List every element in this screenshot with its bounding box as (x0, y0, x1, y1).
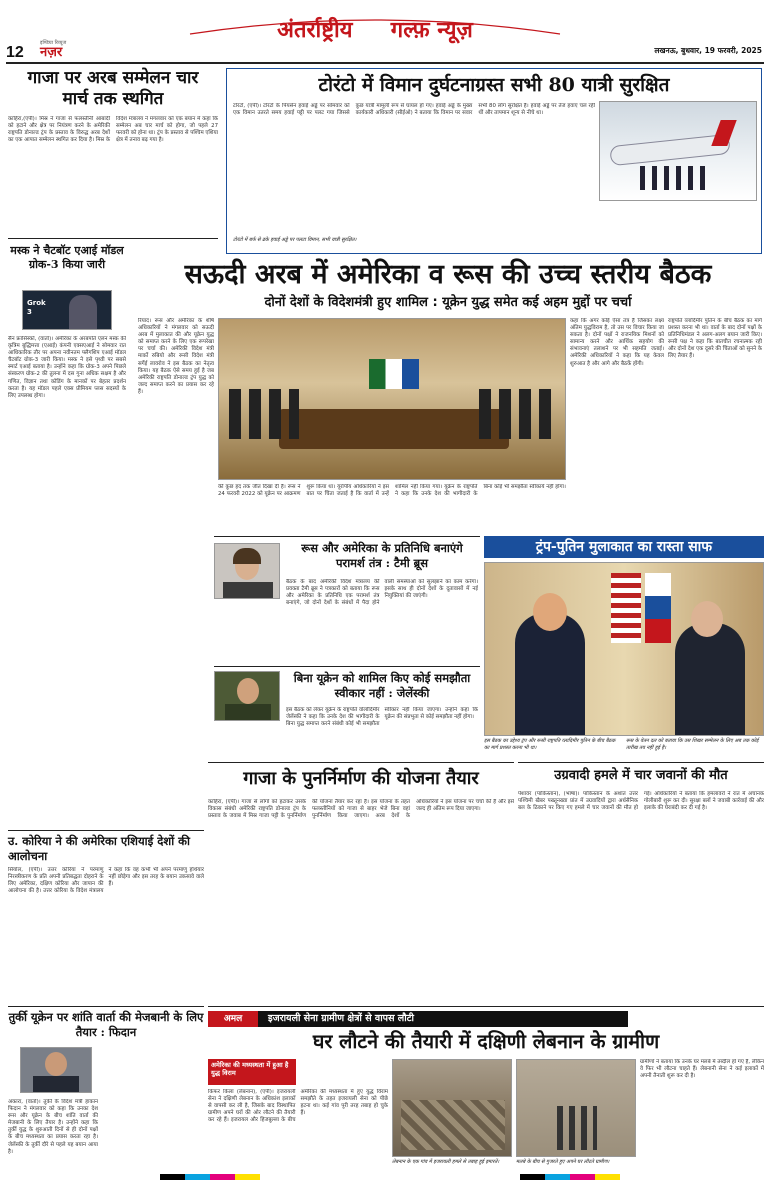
story-body: अंकारा, (वार्ता)। तुर्की के विदेश मंत्री हाकान फिदान ने मंगलवार को कहा कि उनका देश रूस और यूक्रेन के बीच शांति वार्ता की मेजबानी के लिए तैयार है। उन्होंने कहा कि तुर्की युद्ध के शुरुआती दिनों से ही दोनों पक्षों के बीच मध्यस्थता का प्रयास करता रहा है। जेलेंस्की के तुर्की दौरे से पहले यह बयान आया है। (8, 1099, 98, 1155)
brand-small: इण्डिया रिव्यूज (40, 40, 67, 46)
story-consult (214, 536, 480, 664)
story-trump-putin (484, 536, 764, 758)
story-body-1: रियाद। रूस और अमेरिका के शीर्ष अधिकारियों ने मंगलवार को सऊदी अरब में मुलाकात की और यूक्रेन युद्ध को समाप्त करने के लिए एक रूपरेखा पर चर्चा की। अमेरिकी विदेश मंत्री मार्को रुबियो और रूसी विदेश मंत्री सर्गेई लावरोव ने इस बैठक का नेतृत्व किया। यह बैठक ऐसे समय हुई है जब अमेरिकी राष्ट्रपति डोनाल्ड ट्रंप युद्ध को जल्द समाप्त करने का प्रयास कर रहे हैं। (138, 318, 214, 395)
story-toronto[interactable] (226, 68, 762, 254)
delegates-right (479, 389, 559, 439)
rescuers (640, 166, 710, 190)
caption-left: इस बैठक का उद्देश्य ट्रंप और रूसी राष्ट्रपति व्लादिमीर पुतिन के बीच बैठक का मार्ग प्रशस्त करना भी था। (484, 738, 616, 751)
dateline: लखनऊ, बुधवार, 19 फरवरी, 2025 (654, 46, 762, 55)
putin-face (691, 601, 723, 637)
plane-tail (711, 120, 736, 146)
story-pakistan (518, 762, 764, 1002)
story-body: इस बैठक को लेकर यूक्रेन के राष्ट्रपति वोलोदिमीर जेलेंस्की ने कहा कि उनके देश की भागीदारी के बिना युद्ध समाप्त करने संबंधी कोई भी समझौता स्वीकार नहीं किया जाएगा। उन्होंने कहा कि यूक्रेन की संप्रभुता से कोई समझौता नहीं होगा। (286, 707, 478, 728)
story-body: बैठक के बाद अमेरिकी विदेश मंत्रालय की प्रवक्ता टैमी ब्रूस ने पत्रकारों को बताया कि रूस और अमेरिका के प्रतिनिधि एक परामर्श तंत्र बनाएंगे, जो दोनों देशों के संबंधों में पैदा होने वाली समस्याओं को सुलझाने का काम करेगा। इसके साथ ही दोनों देशों के दूतावासों में नई नियुक्तियां की जाएंगी। (286, 579, 478, 607)
brand-name: नज़र (40, 45, 63, 60)
kicker-badge: अमल (208, 1011, 258, 1027)
suit (223, 582, 273, 599)
flags (369, 359, 419, 389)
us-flag (611, 573, 641, 643)
grok-label: Grok 3 (27, 299, 46, 316)
color-registration-left (160, 1174, 260, 1180)
headline: घर लौटने की तैयारी में दक्षिणी लेबनान के ग्रामीण (312, 1030, 660, 1053)
photo-person (69, 295, 97, 330)
story-body: काहिरा, (एपी)। गाजा से लोगों को हटाकर उसके विकास संबंधी अमेरिकी राष्ट्रपति डोनाल्ड ट्रंप के प्रस्ताव के जवाब में मिस्र गाजा पट्टी के पुनर्निर्माण की योजना तैयार कर रहा है। इस योजना के तहत फलस्तीनियों को गाजा से बाहर भेजे बिना वहां पुनर्निर्माण किया जाएगा। अरब देशों के अधिकारियों ने इस योजना पर चर्चा की है और इसे जल्द ही अंतिम रूप दिया जाएगा। (208, 799, 514, 820)
story-body-2: की कुछ हद तक जीत दिखा दी है। रूस ने 24 फरवरी 2022 को यूक्रेन पर आक्रमण शुरू किया था। यूरोपीय अधिकारियों ने इस बात पर चिंता जताई है कि वार्ता में उन्हें शामिल नहीं किया गया। यूक्रेन के राष्ट्रपति ने कहा कि उनके देश की भागीदारी के बिना कोई भी समझौता स्वीकार्य नहीं होगा। (218, 484, 566, 498)
story-saudi (132, 258, 764, 538)
headline-band (484, 536, 764, 558)
headline: गाजा पर अरब सम्मेलन चार मार्च तक स्थगित (27, 68, 199, 109)
hair (233, 548, 261, 564)
masthead-rule (6, 62, 764, 64)
headline: सऊदी अरब में अमेरिका व रूस की उच्च स्तरीय बैठक (184, 259, 712, 290)
story-body: सियोल, (एपी)। उत्तर कोरिया ने परमाणु निरस्त्रीकरण के प्रति अपनी प्रतिबद्धता दोहराने के लिए अमेरिका, दक्षिण कोरिया और जापान की आलोचना की है। उत्तर कोरिया के विदेश मंत्रालय ने कहा कि वह कभी भी अपने परमाणु हथियार नहीं छोड़ेगा और इस तरह के बयान उकसावे वाले हैं। (8, 867, 204, 895)
face (45, 1052, 67, 1076)
section-title: अंतर्राष्ट्रीय गल्फ़ न्यूज़ (277, 17, 473, 43)
saudi-meeting-photo (218, 318, 566, 480)
story-korea (8, 830, 204, 1002)
story-body-2 (102, 1047, 204, 1171)
lebanon-photo-1 (392, 1059, 512, 1157)
section-banner (180, 12, 570, 44)
trump-face (533, 593, 567, 631)
story-body-right (599, 205, 757, 249)
brand-logo (40, 40, 95, 62)
story-zelensky (214, 666, 480, 758)
shirt (225, 704, 271, 721)
color-registration-right (520, 1174, 620, 1180)
story-body-2: ग्रामीणों ने बताया कि उनके घर मलबे में तब्दील हो गए हैं, लेकिन वे फिर भी लौटना चाहते हैं। लेबनानी सेना ने कई इलाकों में अपनी तैनाती शुरू कर दी है। (640, 1059, 764, 1080)
divider (8, 238, 218, 239)
subheadline: दोनों देशों के विदेशमंत्री हुए शामिल : यूक्रेन युद्ध समेत कई अहम मुद्दों पर चर्चा (264, 295, 632, 310)
zelensky-photo (214, 671, 280, 721)
walkers (557, 1106, 597, 1150)
story-body: काहिरा,(एपी)। मिस्र ने गाजा से फलस्तीनी आबादी को हटाने और क्षेत्र पर नियंत्रण करने के अमेरिकी राष्ट्रपति डोनाल्ड ट्रंप के प्रस्ताव के विरुद्ध अरब देशों का एक आपात सम्मेलन स्थगित कर दिया है। मिस्र के विदेश मंत्रालय ने मंगलवार को एक बयान में कहा कि सम्मेलन अब चार मार्च को होगा, जो पहले 27 फरवरी को होना था। ट्रंप के प्रस्ताव से पश्चिम एशिया क्षेत्र में तनाव बढ़ गया है। (8, 116, 218, 144)
rubble (401, 1100, 505, 1150)
trump-putin-photo (484, 562, 764, 736)
face (237, 678, 259, 704)
baerbock-photo (214, 543, 280, 599)
headline: उग्रवादी हमले में चार जवानों की मौत (554, 768, 728, 783)
fidan-photo (20, 1047, 92, 1093)
story-body-3: कहा कि अगर कोई ऐसा तंत्र है जिसका लक्ष्य अंतिम युद्धविराम है, तो उस पर विचार किया जा सकता है। दोनों पक्षों ने राजनयिक मिशनों को सामान्य करने और आर्थिक सहयोग की संभावनाएं तलाशने पर भी सहमति जताई। अमेरिकी अधिकारियों ने कहा कि यह केवल शुरुआत है और आगे और बैठकें होंगी। (570, 318, 664, 367)
toronto-photo (599, 101, 757, 201)
lebanon-caption-1: लेबनान के एक गांव में इजरायली हमले से तबाह हुई इमारतें। (392, 1159, 500, 1165)
suit (33, 1076, 79, 1093)
headline: ट्रंप-पुतिन मुलाकात का रास्ता साफ (535, 539, 713, 555)
headline: बिना यूक्रेन को शामिल किए कोई समझौता स्वीकार नहीं : जेलेंस्की (293, 671, 471, 700)
masthead (0, 0, 770, 62)
story-body-4: राष्ट्रपति व्लादिमीर पुतिन के बीच बैठक का मार्ग प्रशस्त करना भी था। वार्ता के बाद दोनों पक्षों के प्रतिनिधिमंडल ने अलग-अलग बयान जारी किए। रूसी पक्ष ने कहा कि बातचीत रचनात्मक रही और दोनों देश एक दूसरे की चिंताओं को सुनने के लिए तैयार हैं। (668, 318, 762, 360)
story-grok (8, 244, 126, 830)
sidebar-title: अमेरिका की मध्यस्थता में हुआ है युद्ध विराम (211, 1061, 289, 1077)
story-body: सैन फ्रांसिस्को, (वार्ता)। अमेरिका के अरबपति एलन मस्क की कृत्रिम बुद्धिमत्ता (एआई) कंपनी एक्सएआई ने सोमवार रात आधिकारिक तौर पर अपना नवीनतम फ्लैगशिप एआई मॉडल चैटबॉट ग्रोक-3 जारी किया। मस्क ने इसे पृथ्वी पर सबसे स्मार्ट एआई बताया है। उन्होंने कहा कि ग्रोक-3 अपने पिछले संस्करण ग्रोक-2 की तुलना में दस गुना अधिक सक्षम है और गणित, विज्ञान तथा कोडिंग के मानकों पर बेहतर प्रदर्शन करता है। यह मॉडल पहले एक्स प्रीमियम प्लस सदस्यों के लिए उपलब्ध होगा। (8, 336, 126, 399)
lebanon-photo-2 (516, 1059, 636, 1157)
story-body: टोरंटो, (एपी)। टोरंटो के पियर्सन हवाई अड्डे पर सोमवार को एक विमान उतरते समय हवाई पट्टी पर पलट गया जिससे कुछ यात्री मामूली रूप से घायल हो गए। हवाई अड्डे के मुख्य कार्यकारी अधिकारी (सीईओ) ने बताया कि विमान पर सवार सभी 80 लोग सुरक्षित हैं। हवाई अड्डे पर तेज हवाएं चल रही थीं और तापमान शून्य से नीचे था। (233, 103, 595, 117)
caption-right: रूस के वेतन दल को बताया कि उस शिखर सम्मेलन के लिए अब तक कोई तारीख तय नहीं हुई है। (626, 738, 759, 751)
putin-figure (675, 623, 745, 736)
overline: इजरायली सेना ग्रामीण क्षेत्रों से वापस लौटी (268, 1013, 414, 1024)
headline: रूस और अमेरिका के प्रतिनिधि बनाएंगे परामर्श तंत्र : टैमी ब्रूस (301, 541, 463, 570)
story-lebanon (208, 1006, 764, 1172)
headline: गाजा के पुनर्निर्माण की योजना तैयार (243, 768, 479, 789)
trump-figure (515, 613, 585, 736)
ru-flag (645, 573, 671, 643)
sidebar-box (208, 1059, 296, 1085)
story-turkey (8, 1006, 204, 1172)
story-gaza-arab (8, 68, 218, 234)
plane-body (609, 134, 730, 166)
headline: मस्क ने चैटबॉट एआई मॉडल ग्रोक-3 किया जारी (10, 244, 124, 271)
headline: टोरंटो में विमान दुर्घटनाग्रस्त सभी 80 यात्री सुरक्षित (318, 74, 670, 96)
page-number: 12 (6, 44, 24, 61)
grok-photo (22, 290, 112, 330)
meeting-table (279, 409, 509, 449)
delegates-left (229, 389, 299, 439)
story-body: पेशावर (पाकिस्तान), (भाषा)। पाकिस्तान के अशांत उत्तर पश्चिमी खैबर पख्तूनख्वा प्रांत में उग्रवादियों द्वारा अर्धसैनिक बल के ठिकाने पर किए गए हमले में चार जवानों की मौत हो गई। अधिकारियों ने बताया कि हमलावरों ने रात में अचानक गोलीबारी शुरू कर दी। सुरक्षा बलों ने जवाबी कार्रवाई की और इलाके की घेराबंदी कर दी गई है। (518, 791, 764, 812)
story-gaza-rebuild (208, 762, 514, 1002)
lebanon-caption-2: मलबे के बीच से गुजरते हुए अपने घर लौटते ग्रामीण। (516, 1159, 610, 1165)
headline: उ. कोरिया ने की अमेरिका एशियाई देशों की आलोचना (8, 834, 190, 863)
story-body: किफर किला (लेबनान), (एपी)। इजरायली सेना ने दक्षिणी लेबनान के अधिकांश इलाकों से वापसी कर ली है, जिसके बाद विस्थापित ग्रामीण अपने घरों की ओर लौटने की तैयारी कर रहे हैं। इजरायल और हिजबुल्ला के बीच अमेरिका की मध्यस्थता में हुए युद्ध विराम समझौते के तहत इजरायली सेना को पीछे हटना था। कई गांव पूरी तरह तबाह हो चुके हैं। (208, 1089, 388, 1124)
toronto-caption: टोरंटो में बर्फ से ढके हवाई अड्डे पर पलटा विमान, सभी यात्री सुरक्षित। (233, 237, 357, 243)
overline-band (208, 1011, 628, 1027)
headline: तुर्की यूक्रेन पर शांति वार्ता की मेजबानी के लिए तैयार : फिदान (8, 1010, 204, 1039)
